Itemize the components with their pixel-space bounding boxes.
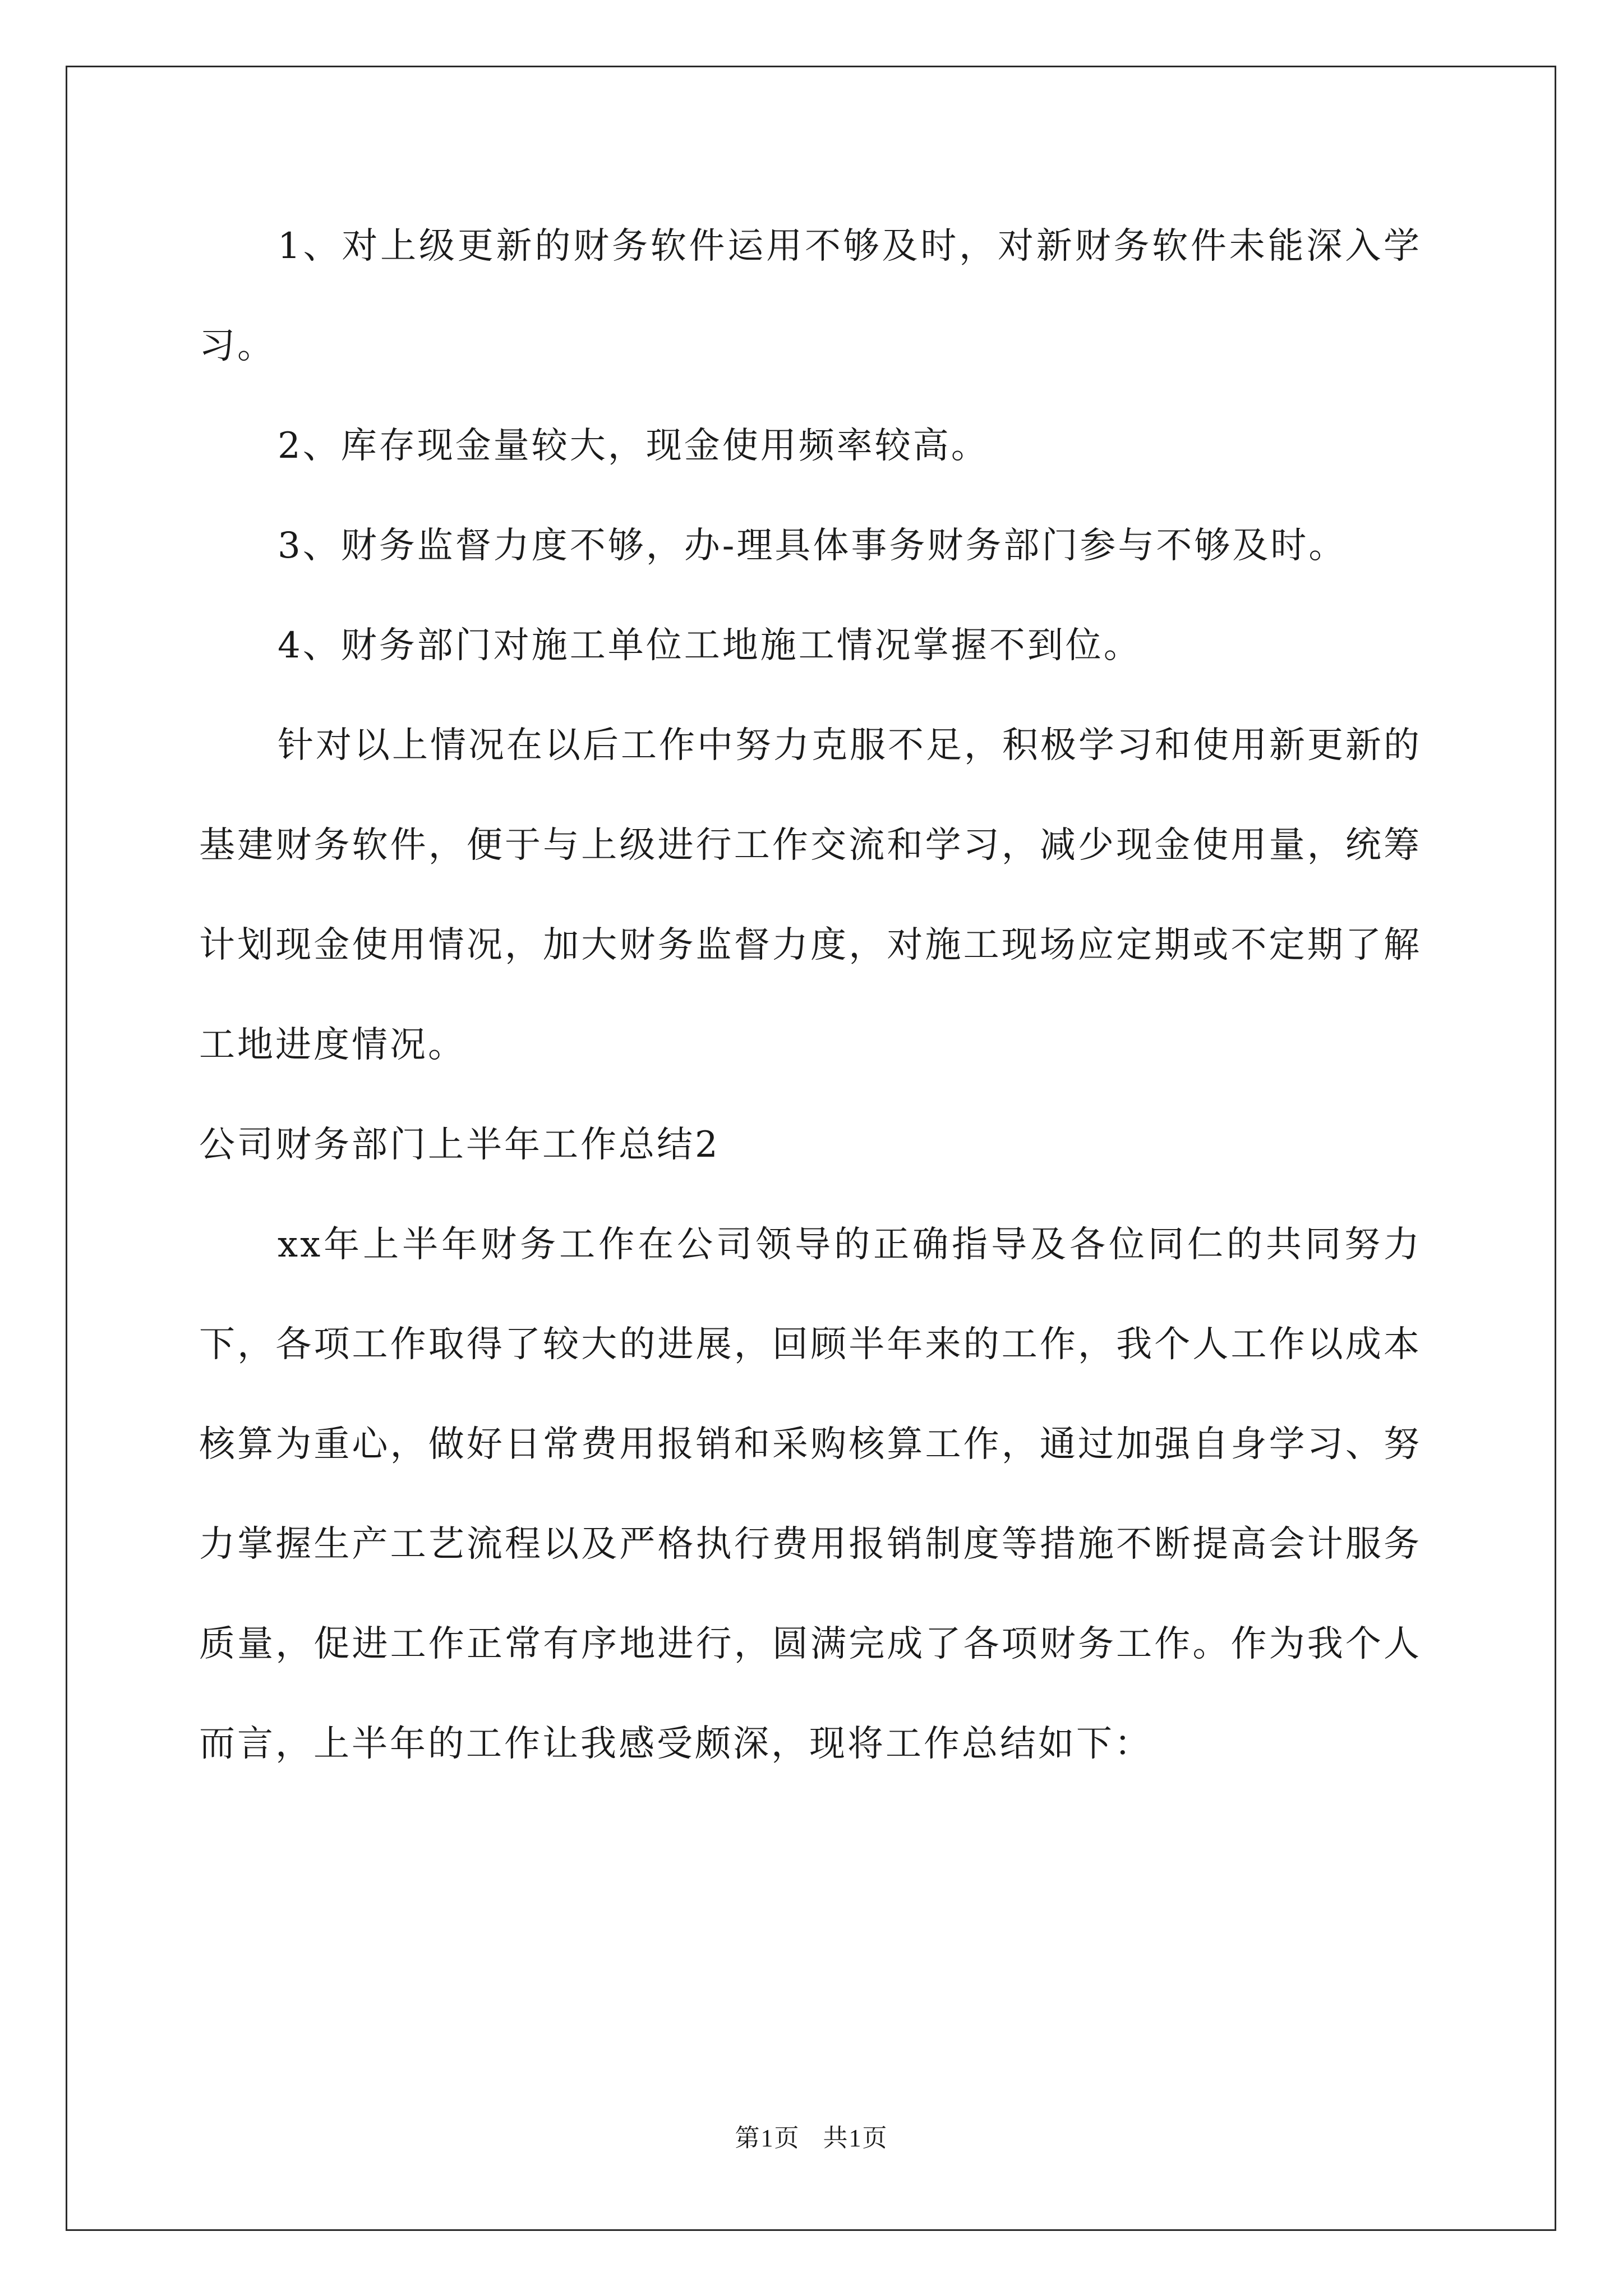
page-number: 第1页 bbox=[735, 2124, 800, 2152]
paragraph-intro: xx年上半年财务工作在公司领导的正确指导及各位同仁的共同努力下，各项工作取得了较大的进展，回顾半年来的工作，我个人工作以成本核算为重心，做好日常费用报销和采购核算工作，通过加强自身学习、努力掌握生产工艺流程以及严格执行费用报销制度等措施不断提高会计服务质量，促进工作正常有序地进行，圆满完成了各项财务工作。作为我个人而言，上半年的工作让我感受颇深，现将工作总结如下： bbox=[199, 1224, 1422, 1765]
document-body bbox=[199, 196, 1422, 1794]
page-footer bbox=[0, 2118, 1623, 2154]
paragraph-item-1: 1、对上级更新的财务软件运用不够及时，对新财务软件未能深入学习。 bbox=[199, 226, 1422, 367]
paragraph-item-4: 4、财务部门对施工单位工地施工情况掌握不到位。 bbox=[278, 625, 1142, 666]
page-total: 共1页 bbox=[823, 2124, 888, 2152]
paragraph-summary: 针对以上情况在以后工作中努力克服不足，积极学习和使用新更新的基建财务软件，便于与上级进行工作交流和学习，减少现金使用量，统筹计划现金使用情况，加大财务监督力度，对施工现场应定期或不定期了解工地进度情况。 bbox=[199, 725, 1422, 1066]
paragraph-item-2: 2、库存现金量较大，现金使用频率较高。 bbox=[278, 425, 989, 467]
section-heading: 公司财务部门上半年工作总结2 bbox=[199, 1124, 720, 1166]
paragraph-item-3: 3、财务监督力度不够，办-理具体事务财务部门参与不够及时。 bbox=[278, 525, 1347, 567]
